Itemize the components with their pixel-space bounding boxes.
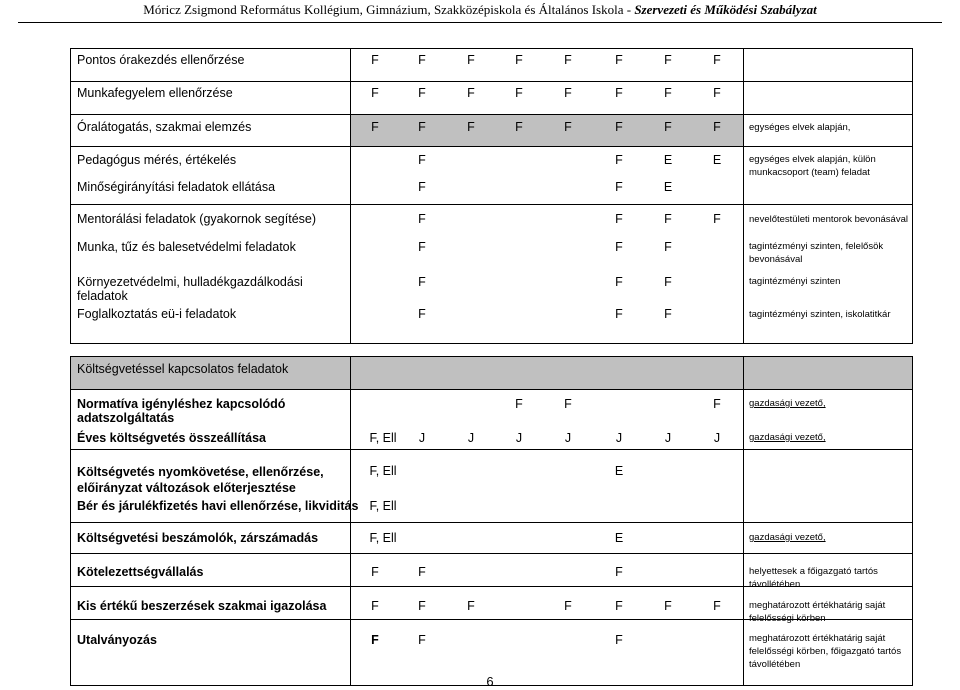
header-institution: Móricz Zsigmond Református Kollégium, Gimnázium, Szakközépiskola és Általános Iskola - <box>143 2 635 17</box>
mark: F <box>418 180 426 194</box>
row-divider <box>71 114 912 115</box>
mark: F <box>713 397 721 411</box>
row-label: Munka, tűz és balesetvédelmi feladatok <box>77 240 296 254</box>
mark: F <box>713 120 721 134</box>
mark: F <box>664 212 672 226</box>
mark: F, Ell <box>369 431 397 445</box>
row-note: helyettesek a főigazgató tartós távollétében <box>749 566 878 590</box>
row-label: Kis értékű beszerzések szakmai igazolása <box>77 599 327 613</box>
row-label: Kötelezettségvállalás <box>77 565 204 579</box>
mark: J <box>713 431 721 445</box>
mark: F <box>371 53 379 67</box>
mark: F <box>418 212 426 226</box>
mark: F <box>564 86 572 100</box>
mark: F <box>467 599 475 613</box>
col-divider <box>743 49 744 343</box>
header-rule <box>18 22 942 23</box>
row-label: Költségvetési beszámolók, zárszámadás <box>77 531 319 545</box>
row-divider <box>71 204 912 205</box>
row-label: Költségvetés nyomkövetése, ellenőrzése, előirányzat változások előterjesztése <box>77 465 324 495</box>
row-note: nevelőtestületi mentorok bevonásával <box>749 214 908 225</box>
row-label: Óralátogatás, szakmai elemzés <box>77 120 252 134</box>
mark: F <box>664 307 672 321</box>
mark: E <box>712 153 722 167</box>
mark: E <box>663 153 673 167</box>
mark: F <box>564 120 572 134</box>
row-note: gazdasági vezető, <box>749 398 826 409</box>
row-note: meghatározott értékhatárig saját felelősségi körben <box>749 600 886 624</box>
row-label: Munkafegyelem ellenőrzése <box>77 86 233 100</box>
mark: F <box>664 120 672 134</box>
row-divider <box>71 522 912 523</box>
mark: F <box>664 599 672 613</box>
row-label: Környezetvédelmi, hulladékgazdálkodási feladatok <box>77 275 303 303</box>
row-note: meghatározott értékhatárig saját felelősségi körben, főigazgató tartós távollétében <box>749 633 902 670</box>
mark: F, Ell <box>369 464 397 478</box>
mark: F <box>371 86 379 100</box>
mark: F <box>615 599 623 613</box>
row-label: Pontos órakezdés ellenőrzése <box>77 53 245 67</box>
mark: F <box>615 633 623 647</box>
mark: F <box>564 53 572 67</box>
mark: F <box>418 240 426 254</box>
mark: E <box>614 464 624 478</box>
mark: F <box>515 53 523 67</box>
mark: F <box>664 53 672 67</box>
mark: F <box>418 275 426 289</box>
row-note: gazdasági vezető, <box>749 532 826 543</box>
row-label: Foglalkoztatás eü-i feladatok <box>77 307 237 321</box>
mark: F <box>615 565 623 579</box>
mark: F <box>418 120 426 134</box>
mark: F <box>615 307 623 321</box>
mark: J <box>467 431 475 445</box>
row-label: Éves költségvetés összeállítása <box>77 431 267 445</box>
mark: F <box>664 240 672 254</box>
mark: F <box>615 212 623 226</box>
mark: F <box>664 86 672 100</box>
mark: F <box>615 120 623 134</box>
row-note: tagintézményi szinten, iskolatitkár <box>749 309 891 320</box>
mark: E <box>614 531 624 545</box>
mark: F <box>564 397 572 411</box>
row-label: Pedagógus mérés, értékelés <box>77 153 237 167</box>
mark: F, Ell <box>369 499 397 513</box>
mark: F <box>418 86 426 100</box>
mark: F <box>564 599 572 613</box>
mark: J <box>615 431 623 445</box>
col-divider <box>350 49 351 343</box>
row-divider <box>71 389 912 390</box>
mark: F <box>418 53 426 67</box>
row-label: Bér és járulékfizetés havi ellenőrzése, likviditás <box>77 499 359 513</box>
header-doc-title: Szervezeti és Működési Szabályzat <box>634 2 817 17</box>
mark: J <box>664 431 672 445</box>
responsibility-table-1 <box>70 48 913 344</box>
row-note: gazdasági vezető, <box>749 432 826 443</box>
mark: F <box>713 212 721 226</box>
mark: F <box>418 307 426 321</box>
mark: F <box>615 153 623 167</box>
responsibility-table-2 <box>70 356 913 686</box>
mark: F <box>515 86 523 100</box>
row-note: tagintézményi szinten <box>749 276 841 287</box>
mark: F <box>467 86 475 100</box>
row-divider <box>71 553 912 554</box>
row-divider <box>71 146 912 147</box>
row-note: egységes elvek alapján, <box>749 122 851 133</box>
document-header <box>0 0 960 22</box>
row-divider <box>71 81 912 82</box>
mark: F <box>371 633 379 647</box>
row-label: Minőségirányítási feladatok ellátása <box>77 180 276 194</box>
row-divider <box>71 449 912 450</box>
row-label: Normatíva igényléshez kapcsolódó adatszolgáltatás <box>77 397 286 425</box>
mark: F <box>515 120 523 134</box>
mark: J <box>564 431 572 445</box>
row-note: tagintézményi szinten, felelősök bevonásával <box>749 241 884 265</box>
mark: F <box>664 275 672 289</box>
mark: F <box>418 633 426 647</box>
mark: F <box>418 599 426 613</box>
mark: F <box>615 180 623 194</box>
row-label: Mentorálási feladatok (gyakornok segítése) <box>77 212 317 226</box>
mark: E <box>663 180 673 194</box>
mark: F <box>713 86 721 100</box>
mark: F <box>615 86 623 100</box>
mark: F <box>713 599 721 613</box>
mark: F <box>418 153 426 167</box>
mark: F <box>467 53 475 67</box>
mark: F <box>418 565 426 579</box>
col-divider <box>743 357 744 685</box>
mark: F <box>615 53 623 67</box>
mark: J <box>515 431 523 445</box>
row-label: Utalványozás <box>77 633 157 647</box>
mark: F <box>371 120 379 134</box>
mark: F <box>515 397 523 411</box>
page-number: 6 <box>486 674 494 689</box>
mark: F, Ell <box>369 531 397 545</box>
mark: F <box>615 275 623 289</box>
mark: J <box>418 431 426 445</box>
section-title: Költségvetéssel kapcsolatos feladatok <box>77 362 289 376</box>
col-divider <box>350 357 351 685</box>
mark: F <box>713 53 721 67</box>
mark: F <box>371 565 379 579</box>
mark: F <box>615 240 623 254</box>
mark: F <box>467 120 475 134</box>
mark: F <box>371 599 379 613</box>
row-note: egységes elvek alapján, külön munkacsoport (team) feladat <box>749 154 876 178</box>
